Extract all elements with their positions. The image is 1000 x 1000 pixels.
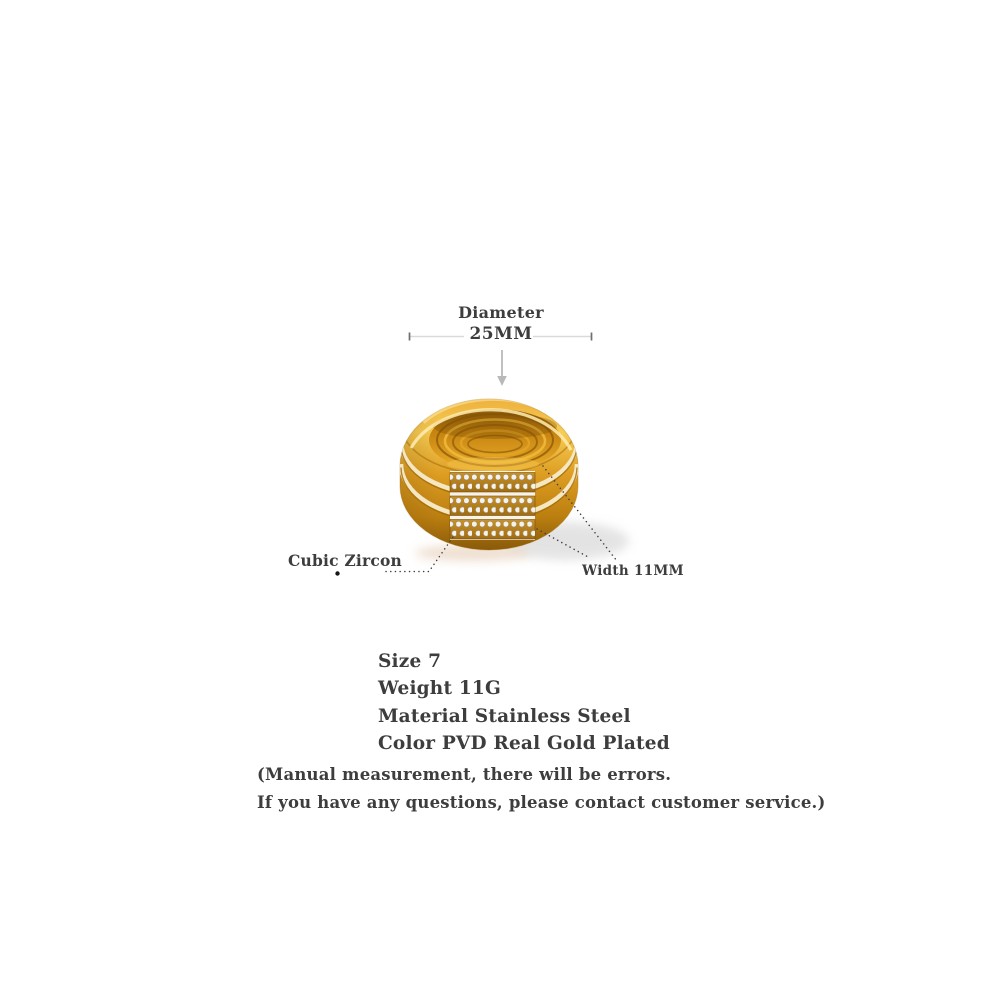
spec-color: Color PVD Real Gold Plated — [378, 732, 670, 754]
diameter-label: Diameter — [458, 303, 544, 322]
leader-anchor-dot — [335, 571, 339, 575]
note-line-2: If you have any questions, please contact customer service.) — [257, 792, 826, 812]
spec-material: Material Stainless Steel — [378, 705, 631, 727]
disclaimer-notes — [257, 761, 826, 816]
ring-photo — [393, 392, 643, 582]
width-label: Width 11MM — [582, 563, 684, 579]
diameter-value: 25MM — [469, 324, 533, 344]
note-line-1: (Manual measurement, there will be errors. — [257, 765, 672, 784]
cubic-zircon-label: Cubic Zircon — [288, 551, 402, 570]
diameter-arrow-icon — [497, 350, 507, 386]
spec-weight: Weight 11G — [378, 678, 501, 700]
spec-size: Size 7 — [378, 651, 442, 672]
spec-list — [378, 648, 670, 757]
cubic-zircon-pave — [450, 471, 535, 540]
